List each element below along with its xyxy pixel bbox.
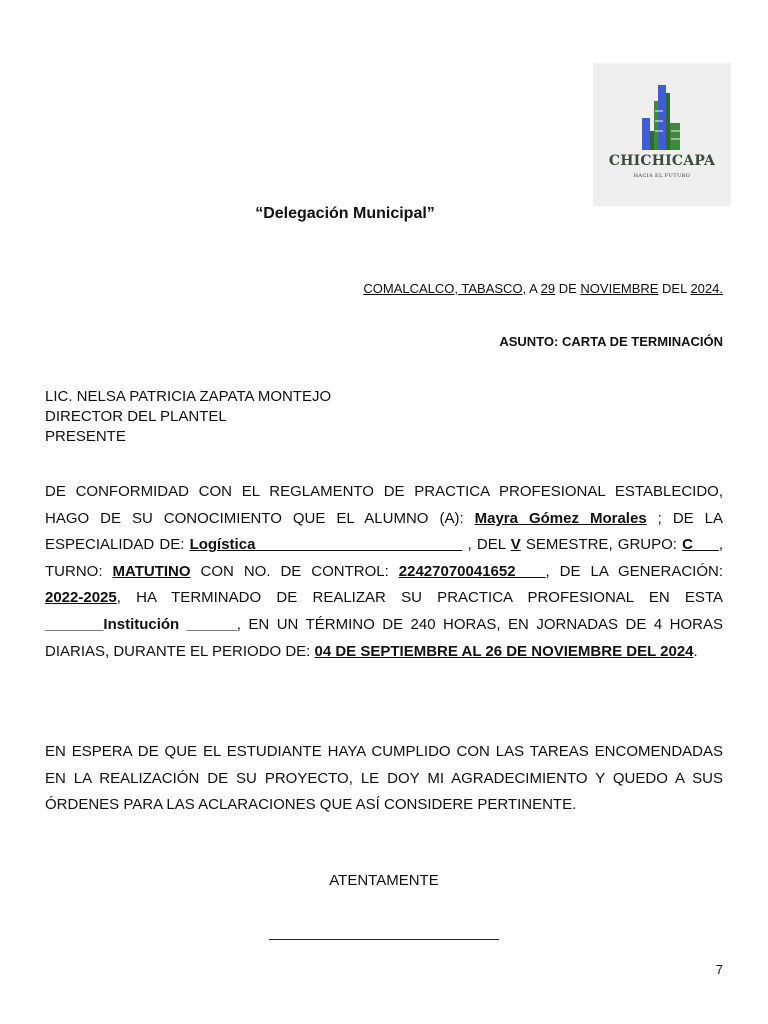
specialty-value: Logística	[189, 536, 463, 554]
addressee-name: LIC. NELSA PATRICIA ZAPATA MONTEJO	[45, 388, 332, 405]
date-year: 2024.	[690, 281, 723, 296]
addressee-salutation: PRESENTE	[45, 428, 126, 445]
page-number: 7	[715, 962, 723, 977]
logo-building-1	[642, 118, 650, 150]
paragraph-text: ; DE LA ESPECIALIDAD DE:	[45, 509, 723, 554]
institution-value: _______Institución ______	[45, 615, 237, 633]
date-day: 29	[540, 281, 556, 296]
paragraph-text: SEMESTRE, GRUPO:	[520, 536, 683, 554]
date-place: COMALCALCO, TABASCO,	[363, 281, 527, 296]
student-name: Mayra Gómez Morales	[474, 509, 647, 527]
paragraph-text: , TURNO:	[45, 536, 724, 580]
logo-tagline: HACIA EL FUTURO	[633, 173, 691, 179]
closing-text: ATENTAMENTE	[329, 872, 439, 889]
generation-value: 2022-2025	[45, 589, 117, 607]
chichicapa-logo	[593, 63, 731, 206]
paragraph-text: , DEL	[462, 536, 511, 554]
date-sep: DEL	[658, 281, 691, 296]
date-sep: A	[526, 281, 541, 296]
logo-building-5	[666, 93, 670, 150]
shift-value: MATUTINO	[112, 562, 191, 580]
document-title: “Delegación Municipal”	[255, 205, 435, 222]
date-month: NOVIEMBRE	[580, 281, 659, 296]
signature-line	[269, 939, 499, 940]
subject-line: ASUNTO: CARTA DE TERMINACIÓN	[499, 334, 723, 349]
paragraph-text: , HA TERMINADO DE REALIZAR SU PRACTICA PROFESIONAL EN ESTA	[116, 589, 723, 607]
logo-name: CHICHICAPA	[608, 153, 716, 169]
control-number: 22427070041652	[398, 562, 546, 580]
paragraph-text: DE CONFORMIDAD CON EL REGLAMENTO DE PRACTICA PROFESIONAL ESTABLECIDO, HAGO DE SU CONOCIMIENTO QUE EL ALUMNO (A):	[45, 483, 723, 527]
paragraph-text: .	[693, 642, 698, 660]
addressee-role: DIRECTOR DEL PLANTEL	[45, 408, 227, 425]
paragraph-text: , DE LA GENERACIÓN:	[545, 562, 723, 580]
period-value: 04 DE SEPTIEMBRE AL 26 DE NOVIEMBRE DEL 2024	[314, 642, 694, 660]
paragraph-text: CON NO. DE CONTROL:	[190, 562, 399, 580]
logo-building-4	[658, 85, 666, 150]
group-value: C	[682, 536, 719, 554]
buildings-logo-graphic	[593, 63, 731, 206]
dateline	[363, 281, 723, 296]
date-sep: DE	[555, 281, 581, 296]
semester-value: V	[510, 536, 521, 554]
logo-building-2	[650, 131, 654, 150]
paragraph-text: , EN UN TÉRMINO DE 240 HORAS, EN JORNADAS DE 4 HORAS DIARIAS, DURANTE EL PERIODO DE:	[45, 615, 723, 660]
body-paragraph-2: EN ESPERA DE QUE EL ESTUDIANTE HAYA CUMPLIDO CON LAS TAREAS ENCOMENDADAS EN LA REALIZACIÓN DE SU PROYECTO, LE DOY MI AGRADECIMIENTO Y QUEDO A SUS ÓRDENES PARA LAS ACLARACIONES QUE ASÍ CONSIDERE PERTINENTE.	[45, 743, 723, 814]
logo-building-6	[670, 123, 680, 150]
body-paragraph-1	[45, 479, 723, 665]
addressee-block	[45, 387, 331, 447]
